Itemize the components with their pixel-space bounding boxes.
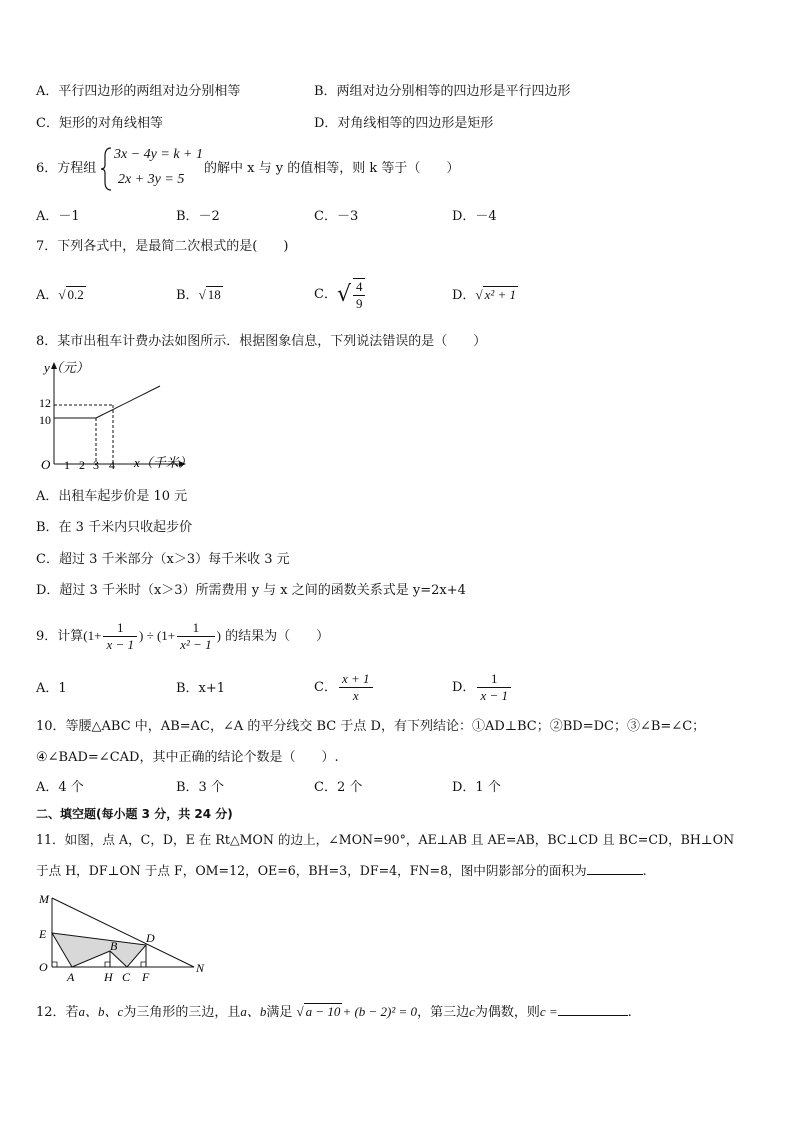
x-axis-label: x（千米） — [134, 455, 192, 470]
q9-option-b: B．x+1 — [176, 681, 226, 696]
label-f: F — [142, 970, 150, 984]
x-tick-3: 3 — [93, 458, 99, 472]
q7-option-c: C．√ $\frac{4}{9}$ — [314, 278, 367, 312]
q6-option-d: D．－4 — [452, 209, 497, 224]
section-heading: 二、填空题(每小题 3 分，共 24 分) — [36, 807, 233, 821]
q10-line-1: 10．等腰△ABC 中，AB=AC，∠A 的平分线交 BC 于点 D，有下列结论：①AD⊥BC；②BD=DC；③∠B=∠C； — [36, 719, 706, 734]
label-n: N — [196, 961, 205, 975]
q8-stem: 8．某市出租车计费办法如图所示．根据图象信息，下列说法错误的是（ ） — [36, 334, 487, 349]
q7-option-b: B．√ 18 — [176, 287, 221, 303]
rising-fare-segment — [96, 386, 160, 418]
q5-option-d: D．对角线相等的四边形是矩形 — [314, 116, 494, 131]
q12-stem: 12．若a、b、c为三角形的三边，且a、b满足 √ a − 10 + (b − 2)² = 0，第三边c为偶数，则c = . — [36, 1004, 632, 1020]
q9-option-d: D． $\frac{1}{x - 1}$ — [452, 670, 513, 706]
q6-option-c: C．－3 — [314, 209, 359, 224]
right-angle-h-icon — [105, 962, 110, 967]
q8-option-d: D．超过 3 千米时（x＞3）所需费用 y 与 x 之间的函数关系式是 y=2x+4 — [36, 583, 466, 598]
q5-option-a: A．平行四边形的两组对边分别相等 — [36, 84, 241, 99]
x-tick-4: 4 — [109, 458, 115, 472]
q6-option-b: B．－2 — [176, 209, 220, 224]
q11-line-1: 11．如图，点 A，C，D，E 在 Rt△MON 的边上，∠MON=90°，AE⊥AB 且 AE=AB，BC⊥CD 且 BC=CD，BH⊥ON — [36, 832, 735, 847]
q6-equation-2: 2x + 3y = 5 — [118, 172, 185, 187]
q11-answer-blank[interactable] — [587, 874, 643, 875]
q6-option-a: A．－1 — [36, 209, 80, 224]
q7-option-a: A．√ 0.2 — [36, 287, 84, 303]
brace-icon — [100, 146, 114, 192]
origin-label: O — [41, 457, 51, 472]
q5-option-c: C．矩形的对角线相等 — [36, 116, 163, 131]
q10-option-b: B．3 个 — [176, 780, 224, 795]
q7-stem: 7．下列各式中，是最简二次根式的是( ) — [36, 239, 289, 254]
label-m: M — [39, 892, 49, 906]
q10-option-d: D．1 个 — [452, 780, 501, 795]
q10-option-c: C．2 个 — [314, 780, 363, 795]
label-c: C — [122, 970, 131, 984]
x-tick-1: 1 — [64, 458, 70, 472]
y-axis-label: y（元） — [44, 360, 89, 375]
q12-answer-blank[interactable] — [558, 1015, 628, 1016]
q9-stem: 9．计算(1+ $\frac{1}{x - 1}$ ) ÷ (1+ $\frac{1}{\text{x² − 1}}$ ) 的结果为（ ） — [36, 620, 330, 652]
q9-option-c: C． $\frac{x + 1}{x}$ — [314, 670, 375, 706]
q6-stem: 的解中 x 与 y 的值相等，则 k 等于（ ） — [204, 161, 460, 176]
y-tick-10: 10 — [39, 413, 51, 427]
q10-option-a: A．4 个 — [36, 780, 84, 795]
q9-option-a: A．1 — [36, 681, 67, 696]
taxi-fare-graph — [30, 358, 200, 473]
label-d: D — [146, 931, 155, 945]
q11-figure — [34, 890, 214, 985]
right-angle-f-icon — [141, 962, 146, 967]
right-angle-o-icon — [52, 962, 57, 967]
label-b: B — [110, 939, 118, 953]
q5-option-b: B．两组对边分别相等的四边形是平行四边形 — [314, 84, 571, 99]
q6-number: 6．方程组 — [36, 161, 97, 176]
label-a: A — [67, 970, 75, 984]
q6-equation-1: 3x − 4y = k + 1 — [114, 147, 203, 162]
label-o: O — [39, 960, 48, 974]
label-e: E — [39, 927, 47, 941]
q8-option-c: C．超过 3 千米部分（x＞3）每千米收 3 元 — [36, 552, 290, 567]
q10-line-2: ④∠BAD=∠CAD，其中正确的结论个数是（ ）. — [36, 750, 339, 765]
q7-option-d: D．√ x² + 1 — [452, 287, 517, 303]
x-tick-2: 2 — [79, 458, 85, 472]
q8-option-b: B．在 3 千米内只收起步价 — [36, 520, 193, 535]
shaded-region — [52, 933, 146, 967]
q8-option-a: A．出租车起步价是 10 元 — [36, 489, 188, 504]
y-tick-12: 12 — [39, 396, 51, 410]
q11-line-2: 于点 H，DF⊥ON 于点 F，OM=12，OE=6，BH=3，DF=4，FN=8，图中阴影部分的面积为 . — [36, 863, 647, 878]
label-h: H — [104, 970, 113, 984]
